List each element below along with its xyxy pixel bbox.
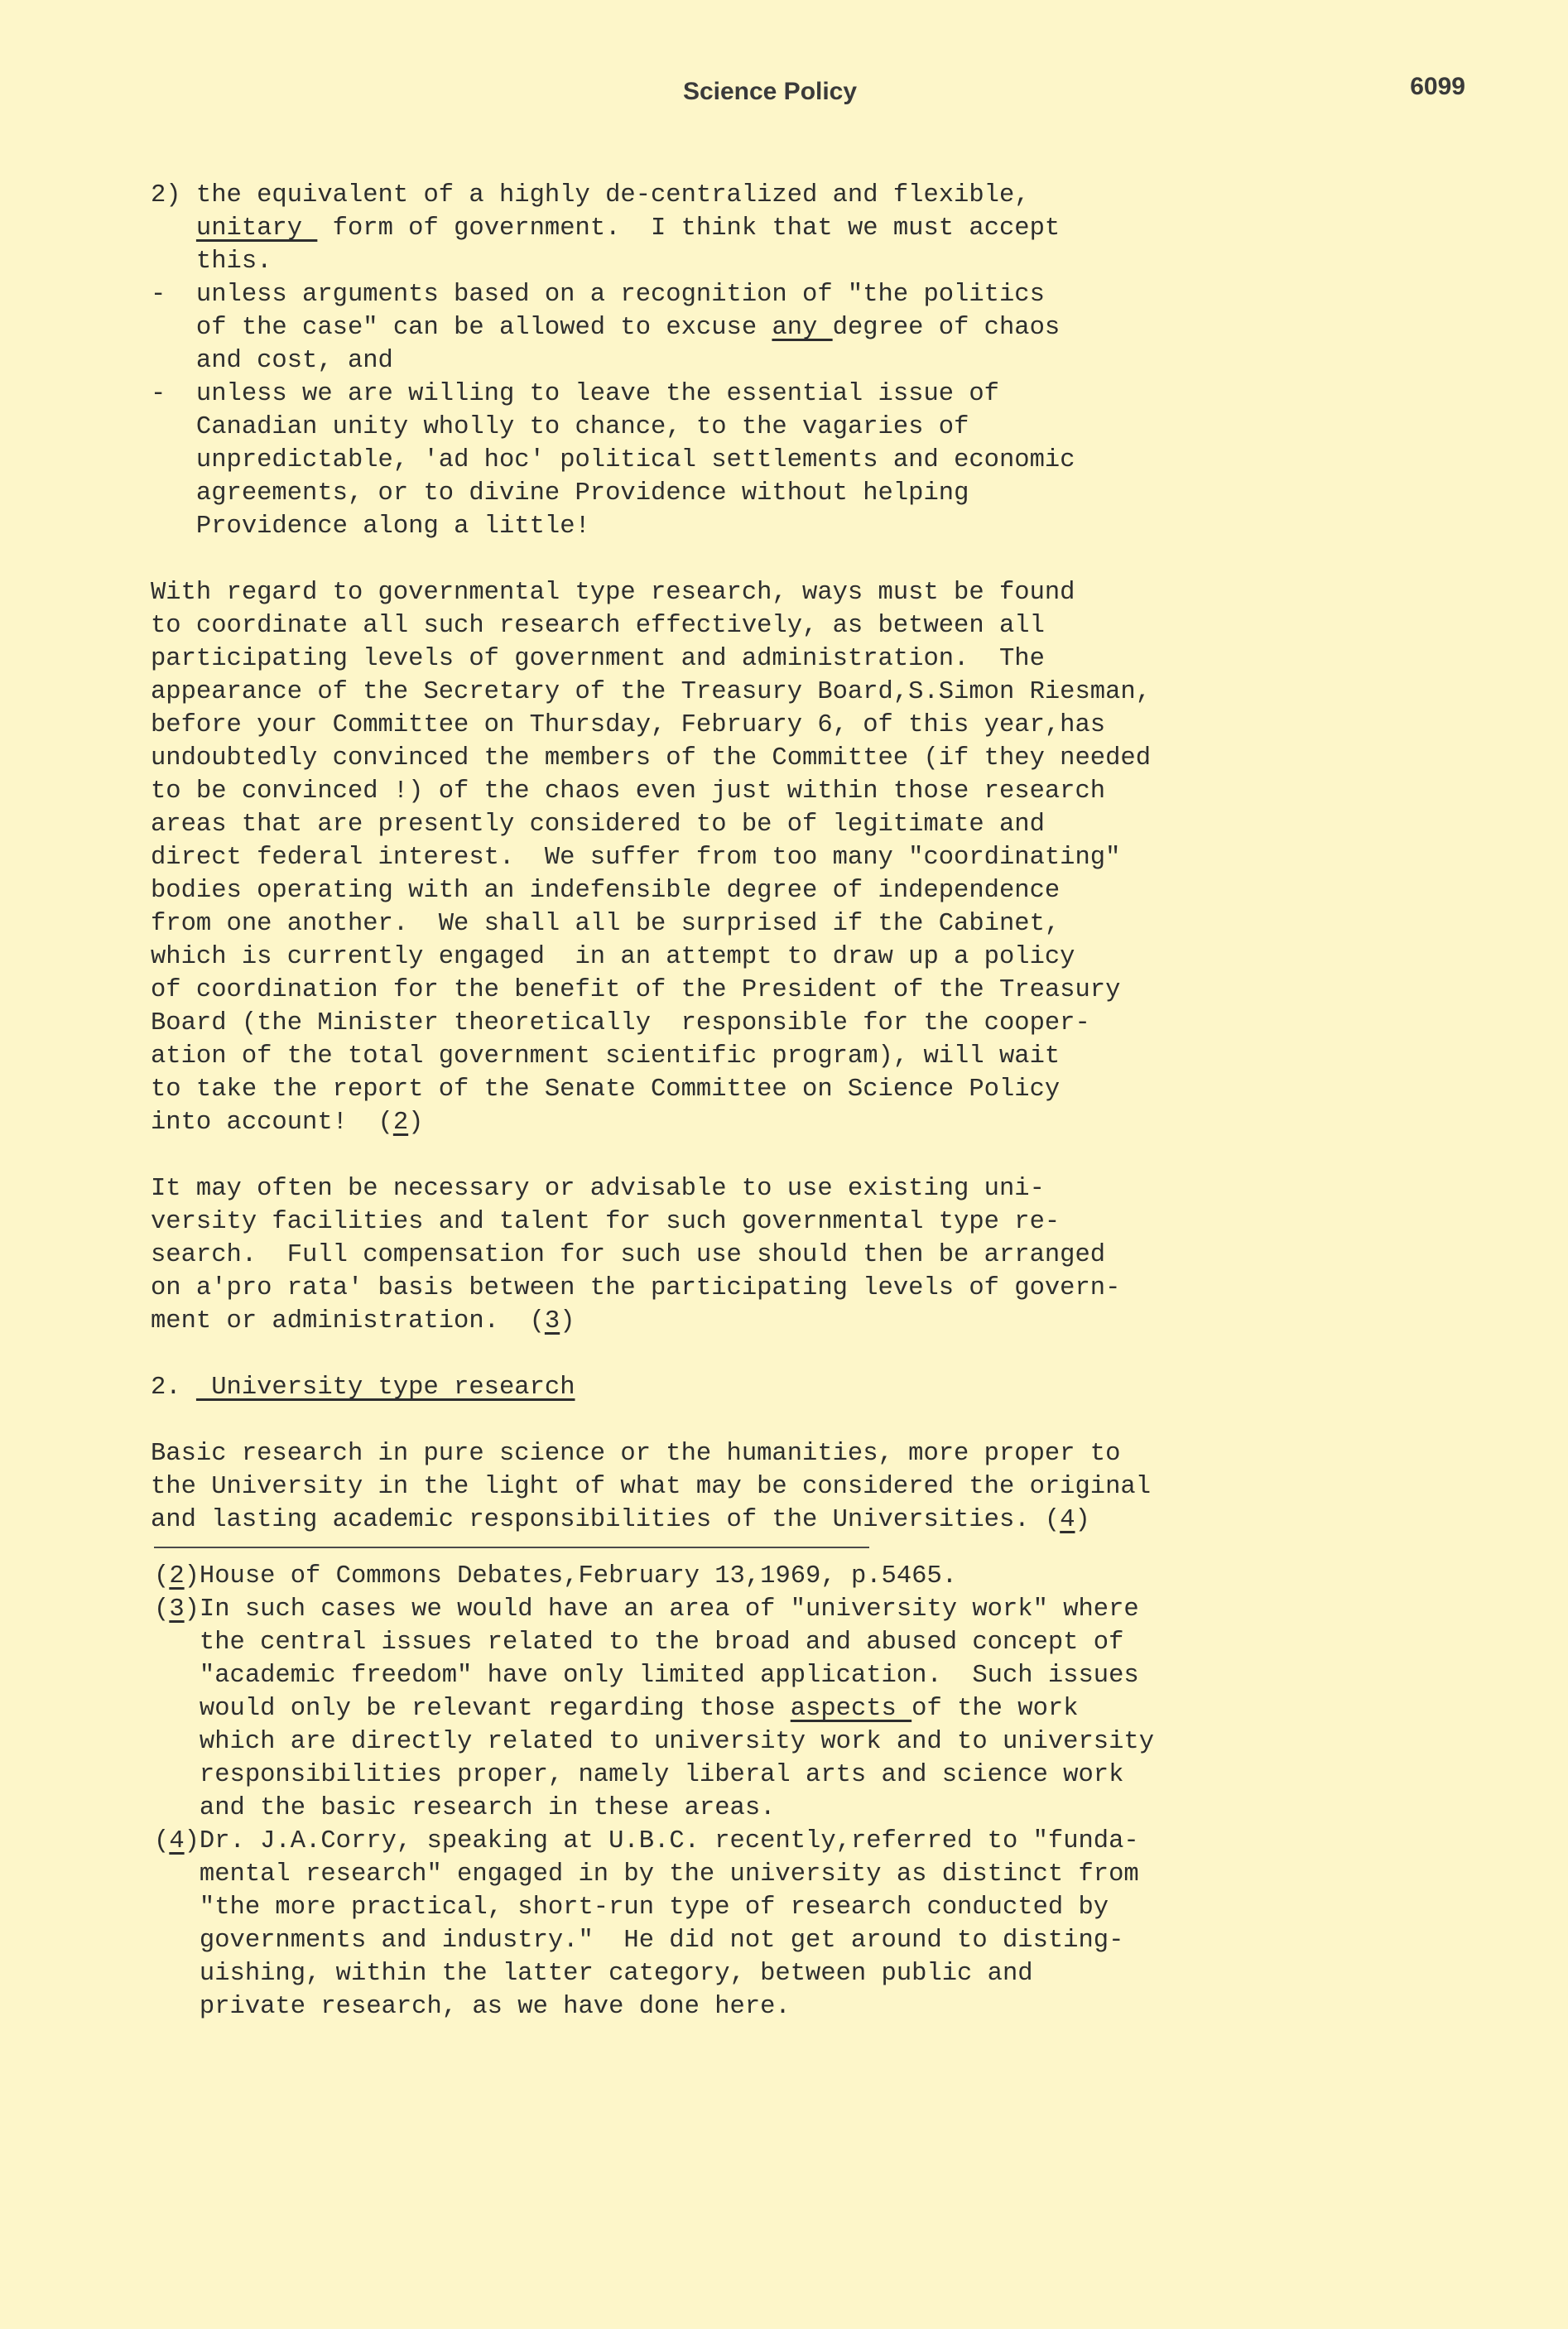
text-line: versity facilities and talent for such governmental type re-: [151, 1208, 1061, 1236]
text-line: governments and industry." He did not get around to disting-: [154, 1927, 1124, 1955]
text-span: ment or administration. (: [151, 1307, 545, 1335]
footnote-reference: 4: [1060, 1506, 1075, 1534]
text-line: from one another. We shall all be surprised if the Cabinet,: [151, 910, 1061, 938]
text-span: of the case" can be allowed to excuse: [195, 314, 772, 342]
footnotes: [154, 1560, 1445, 2023]
text-line: which are directly related to university work and to university: [154, 1728, 1154, 1756]
text-span: )House of Commons Debates,February 13,1969, p.5465.: [184, 1562, 958, 1590]
text-span: Canadian unity wholly to chance, to the vagaries of: [195, 413, 969, 441]
underlined-word: unitary: [195, 214, 318, 243]
footnote-marker: 4: [169, 1827, 185, 1855]
text-line: ation of the total government scientific program), will wait: [151, 1042, 1061, 1071]
underlined-word: any: [772, 314, 833, 342]
text-line: [151, 444, 1442, 477]
text-line: [151, 1305, 1442, 1338]
text-line: uishing, within the latter category, between public and: [154, 1960, 1033, 1988]
footnote-reference: 3: [544, 1307, 560, 1335]
text-span: unpredictable, 'ad hoc' political settlements and economic: [195, 446, 1075, 474]
text-line: [154, 1692, 1445, 1725]
page-number: 6099: [1410, 73, 1465, 100]
underlined-word: aspects: [790, 1695, 912, 1723]
text-line: [151, 179, 1442, 212]
footnote-reference: 2: [392, 1109, 409, 1137]
footnote-2: [154, 1560, 1445, 1593]
text-span: 2) the equivalent of a highly de-centralized and flexible,: [151, 181, 1030, 209]
text-span: into account! (: [151, 1109, 393, 1137]
text-span: would only be relevant regarding those: [154, 1695, 791, 1723]
text-line: before your Committee on Thursday, February 6, of this year,has: [151, 711, 1106, 739]
text-span: ): [408, 1109, 424, 1137]
paragraph-governmental-research: [151, 576, 1442, 1139]
footnote-separator: [154, 1547, 869, 1548]
text-line: responsibilities proper, namely liberal arts and science work: [154, 1761, 1124, 1789]
paragraph-university-facilities: [151, 1172, 1442, 1338]
text-line: to take the report of the Senate Committee on Science Policy: [151, 1075, 1061, 1104]
text-span: (: [154, 1562, 170, 1590]
text-line: to coordinate all such research effectively, as between all: [151, 612, 1045, 640]
text-line: undoubtedly convinced the members of the Committee (if they needed: [151, 744, 1151, 772]
text-line: on a'pro rata' basis between the participating levels of govern-: [151, 1274, 1121, 1302]
text-span: degree of chaos: [832, 314, 1061, 342]
footnote-marker: 3: [169, 1595, 185, 1624]
text-line: and the basic research in these areas.: [154, 1794, 776, 1822]
text-line: search. Full compensation for such use should then be arranged: [151, 1241, 1106, 1269]
body-text: [151, 179, 1442, 1537]
text-span: form of government. I think that we must accept: [317, 214, 1061, 243]
text-line: [151, 411, 1442, 444]
section-number: 2.: [151, 1374, 196, 1402]
footnote-4: [154, 1825, 1445, 1858]
text-span: )Dr. J.A.Corry, speaking at U.B.C. recently,referred to "funda-: [184, 1827, 1139, 1855]
text-span: this.: [195, 248, 272, 276]
text-line: Board (the Minister theoretically responsible for the cooper-: [151, 1009, 1090, 1037]
text-span: and cost, and: [195, 347, 393, 375]
text-line: direct federal interest. We suffer from too many "coordinating": [151, 844, 1121, 872]
text-span: and lasting academic responsibilities of the Universities. (: [151, 1506, 1061, 1534]
text-span: )In such cases we would have an area of "university work" where: [184, 1595, 1139, 1624]
text-line: [151, 378, 1442, 411]
text-line: private research, as we have done here.: [154, 1993, 791, 2021]
text-line: With regard to governmental type research, ways must be found: [151, 579, 1075, 607]
text-line: of coordination for the benefit of the President of the Treasury: [151, 976, 1121, 1004]
text-line: mental research" engaged in by the university as distinct from: [154, 1860, 1139, 1889]
text-span: (: [154, 1827, 170, 1855]
text-span: ): [1075, 1506, 1090, 1534]
text-line: which is currently engaged in an attempt to draw up a policy: [151, 943, 1075, 971]
text-line: areas that are presently considered to be of legitimate and: [151, 811, 1045, 839]
text-span: agreements, or to divine Providence without helping: [195, 479, 969, 508]
text-span: Providence along a little!: [195, 512, 590, 541]
text-line: appearance of the Secretary of the Treasury Board,S.Simon Riesman,: [151, 678, 1151, 706]
text-span: - unless we are willing to leave the essential issue of: [151, 380, 999, 408]
footnote-3: [154, 1593, 1445, 1626]
text-line: [151, 1106, 1442, 1139]
text-span: - unless arguments based on a recognition of "the politics: [151, 281, 1045, 309]
text-span: (: [154, 1595, 170, 1624]
paragraph-basic-research: [151, 1437, 1442, 1537]
text-line: "the more practical, short-run type of research conducted by: [154, 1894, 1109, 1922]
text-line: participating levels of government and administration. The: [151, 645, 1045, 673]
text-line: [151, 477, 1442, 510]
text-line: Basic research in pure science or the humanities, more proper to: [151, 1440, 1121, 1468]
section-heading: [151, 1371, 1442, 1404]
text-line: [151, 278, 1442, 311]
text-line: to be convinced !) of the chaos even just within those research: [151, 777, 1106, 806]
text-line: "academic freedom" have only limited application. Such issues: [154, 1662, 1139, 1690]
text-span: of the work: [911, 1695, 1079, 1723]
text-line: the central issues related to the broad and abused concept of: [154, 1629, 1124, 1657]
text-line: [151, 212, 1442, 245]
text-line: the University in the light of what may be considered the original: [151, 1473, 1151, 1501]
text-line: It may often be necessary or advisable to use existing uni-: [151, 1175, 1045, 1203]
text-line: [151, 311, 1442, 344]
text-line: [151, 510, 1442, 543]
running-header-title: Science Policy: [682, 78, 858, 105]
footnote-marker: 2: [169, 1562, 185, 1590]
text-line: bodies operating with an indefensible degree of independence: [151, 877, 1061, 905]
section-heading-text: University type research: [195, 1374, 575, 1402]
text-line: [151, 1504, 1442, 1537]
text-line: [151, 245, 1442, 278]
text-line: [151, 344, 1442, 378]
text-span: ): [560, 1307, 575, 1335]
